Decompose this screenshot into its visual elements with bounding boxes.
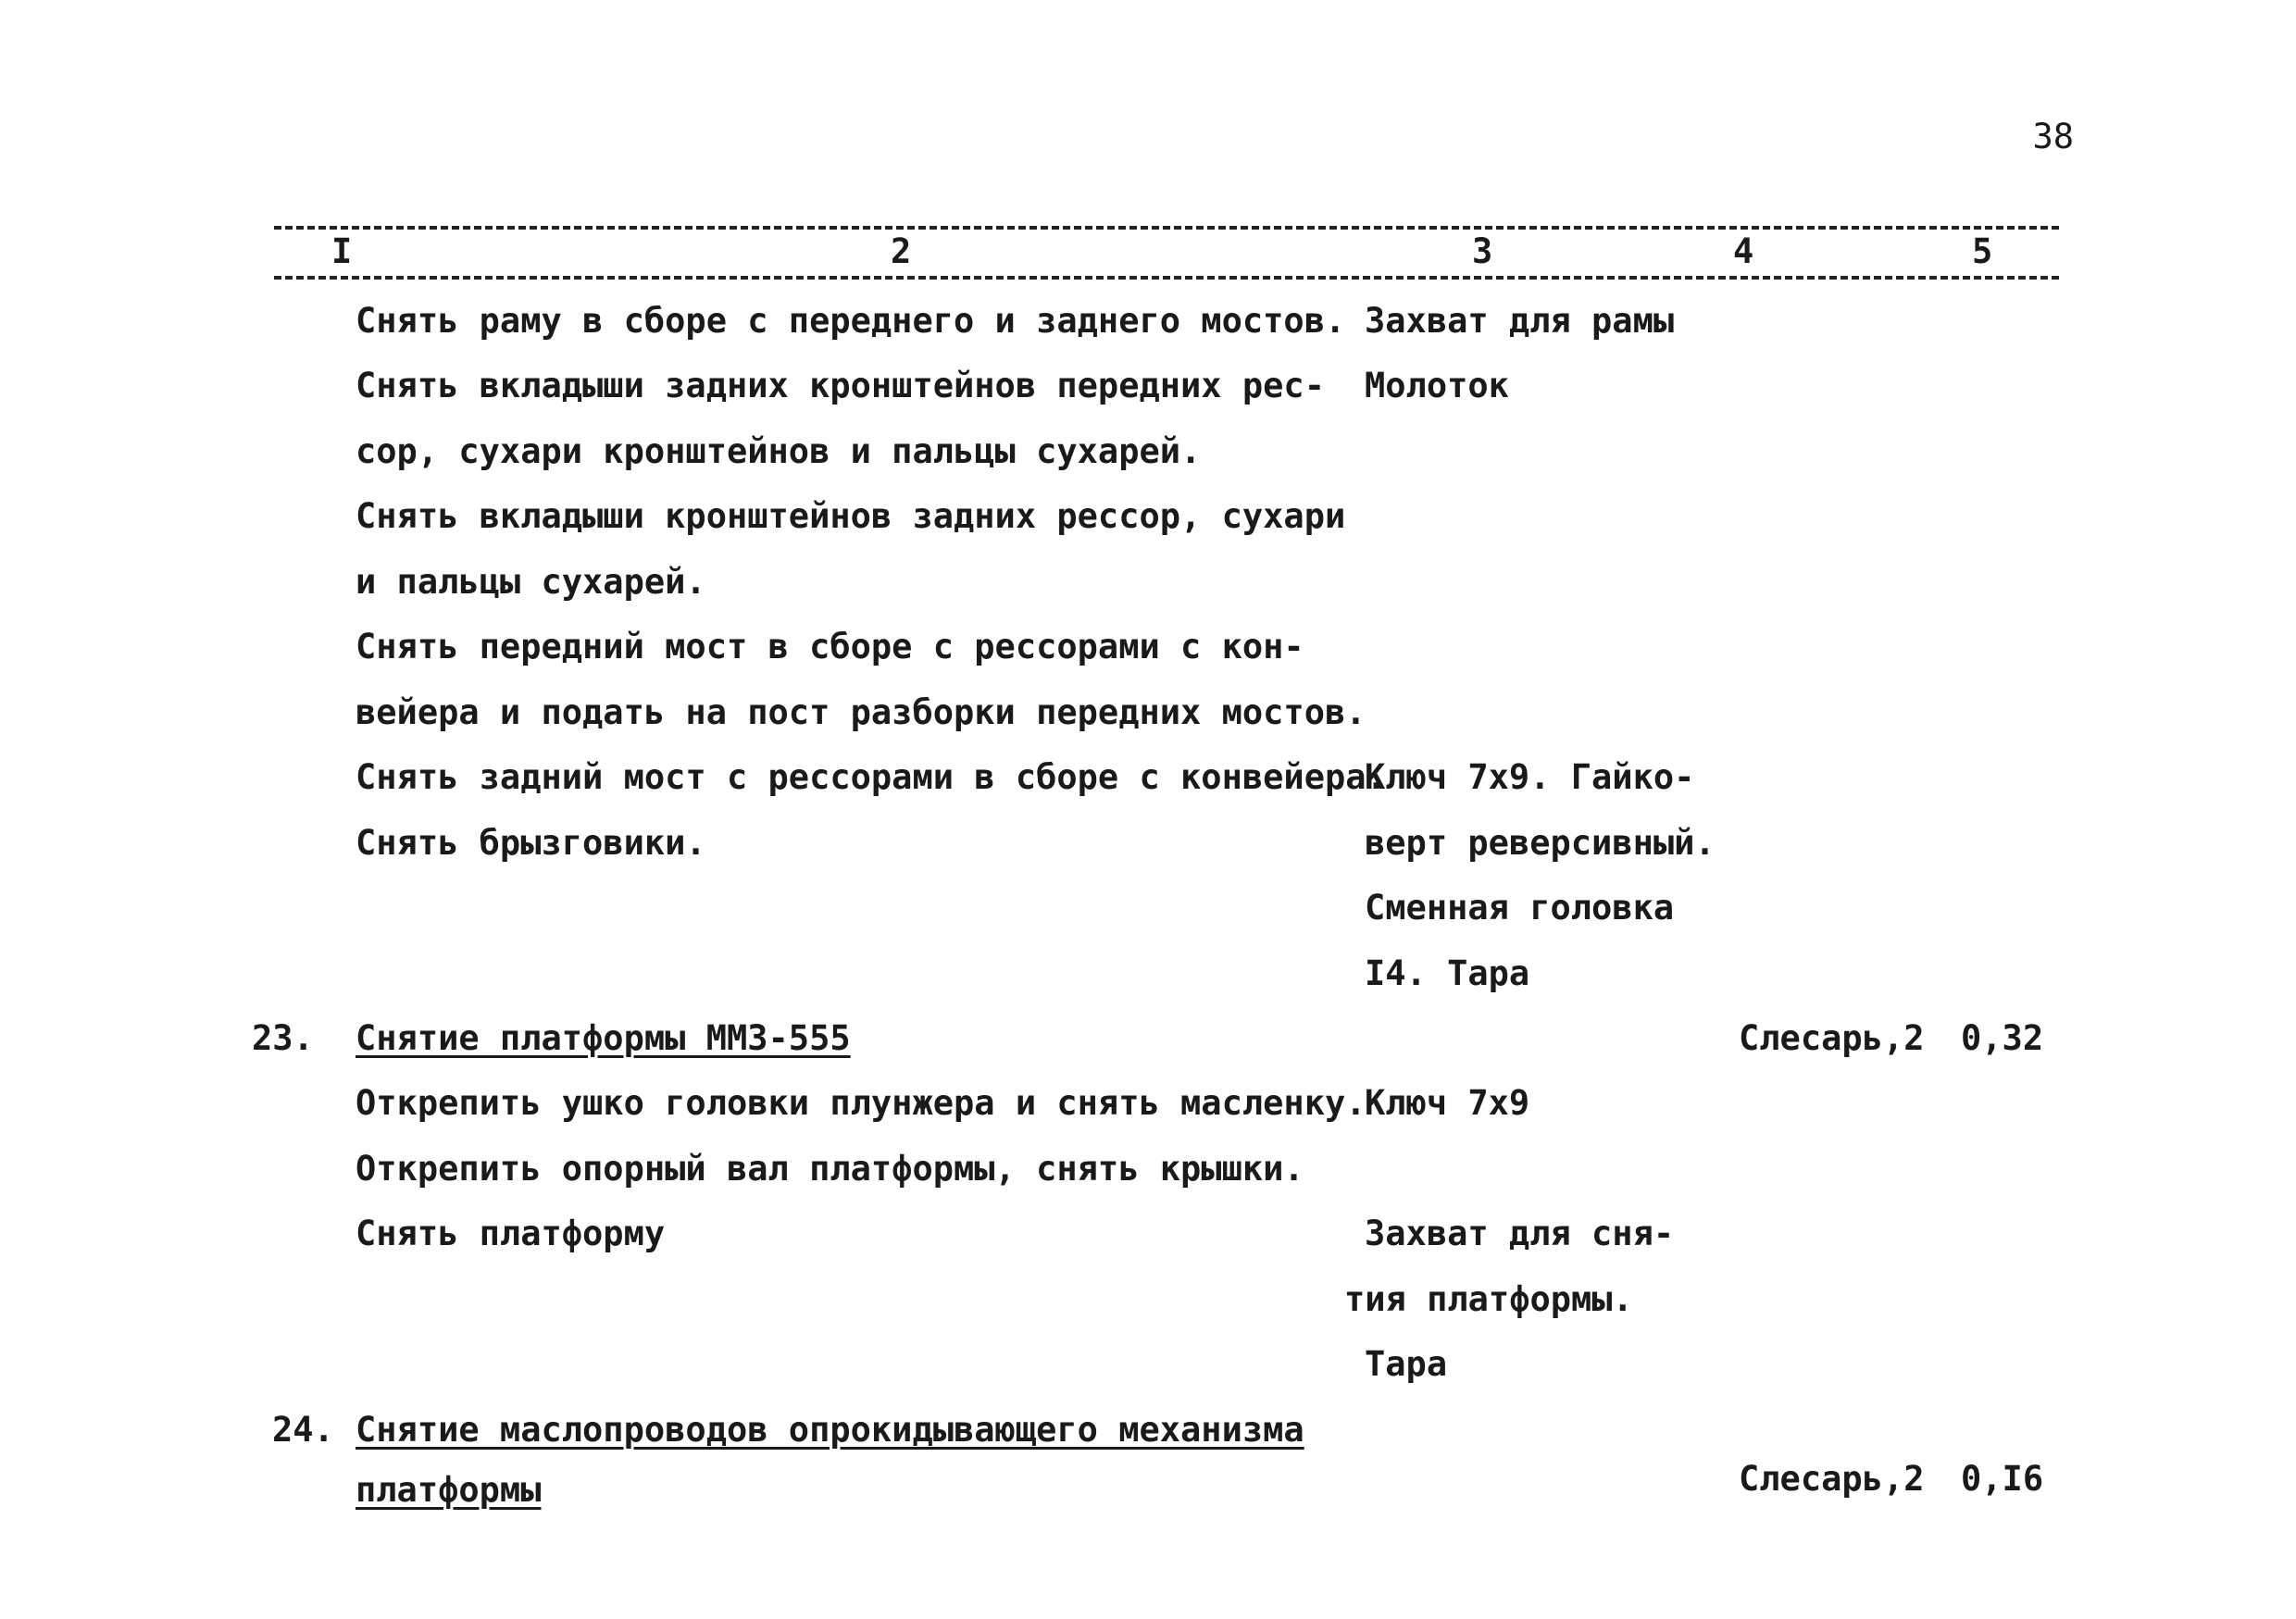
operation-line: и пальцы сухарей. bbox=[356, 562, 706, 602]
tool-line: Ключ 7х9 bbox=[1365, 1083, 1530, 1123]
item-title: Снятие платформы ММЗ-555 bbox=[356, 1018, 851, 1058]
operation-line: Снять задний мост с рессорами в сборе с конвейера. bbox=[356, 757, 1387, 797]
worker-grade: Слесарь,2 bbox=[1739, 1459, 1925, 1499]
item-title: Снятие маслопроводов опрокидывающего механизма bbox=[356, 1410, 1304, 1450]
operation-line: Открепить опорный вал платформы, снять крышки. bbox=[356, 1149, 1304, 1189]
operation-line: Снять вкладыши задних кронштейнов передних рес- bbox=[356, 366, 1325, 405]
tool-line: Тара bbox=[1365, 1344, 1448, 1384]
item-number: 23. bbox=[252, 1018, 314, 1058]
table-header-top-rule bbox=[274, 226, 2059, 230]
tool-line: Молоток bbox=[1365, 366, 1509, 405]
column-header-1: I bbox=[331, 231, 353, 271]
column-header-2: 2 bbox=[891, 231, 912, 271]
item-number: 24. bbox=[272, 1410, 334, 1450]
tool-line: Захват для сня- bbox=[1365, 1214, 1675, 1253]
page-number: 38 bbox=[2032, 117, 2074, 156]
time-norm: 0,32 bbox=[1961, 1018, 2044, 1058]
tool-line: верт реверсивный. bbox=[1365, 823, 1716, 863]
operation-line: Снять передний мост в сборе с рессорами с кон- bbox=[356, 627, 1304, 666]
time-norm: 0,I6 bbox=[1961, 1459, 2044, 1499]
tool-line: тия платформы. bbox=[1344, 1279, 1633, 1319]
table-header-bottom-rule bbox=[274, 276, 2059, 280]
tool-line: Захват для рамы bbox=[1365, 301, 1675, 341]
operation-line: Снять вкладыши кронштейнов задних рессор, сухари bbox=[356, 496, 1346, 536]
tool-line: Ключ 7х9. Гайко- bbox=[1365, 757, 1695, 797]
worker-grade: Слесарь,2 bbox=[1739, 1018, 1925, 1058]
operation-line: сор, сухари кронштейнов и пальцы сухарей. bbox=[356, 431, 1202, 471]
operation-line: Снять брызговики. bbox=[356, 823, 706, 863]
column-header-3: 3 bbox=[1472, 231, 1493, 271]
operation-line: Открепить ушко головки плунжера и снять масленку. bbox=[356, 1083, 1366, 1123]
tool-line: I4. Тара bbox=[1365, 953, 1530, 993]
item-title-continued: платформы bbox=[356, 1470, 542, 1510]
operation-line: Снять раму в сборе с переднего и заднего мостов. bbox=[356, 301, 1346, 341]
column-header-5: 5 bbox=[1972, 231, 1993, 271]
column-header-4: 4 bbox=[1733, 231, 1754, 271]
operation-line: Снять платформу bbox=[356, 1214, 666, 1253]
tool-line: Сменная головка bbox=[1365, 888, 1675, 928]
operation-line: вейера и подать на пост разборки передних мостов. bbox=[356, 692, 1366, 732]
